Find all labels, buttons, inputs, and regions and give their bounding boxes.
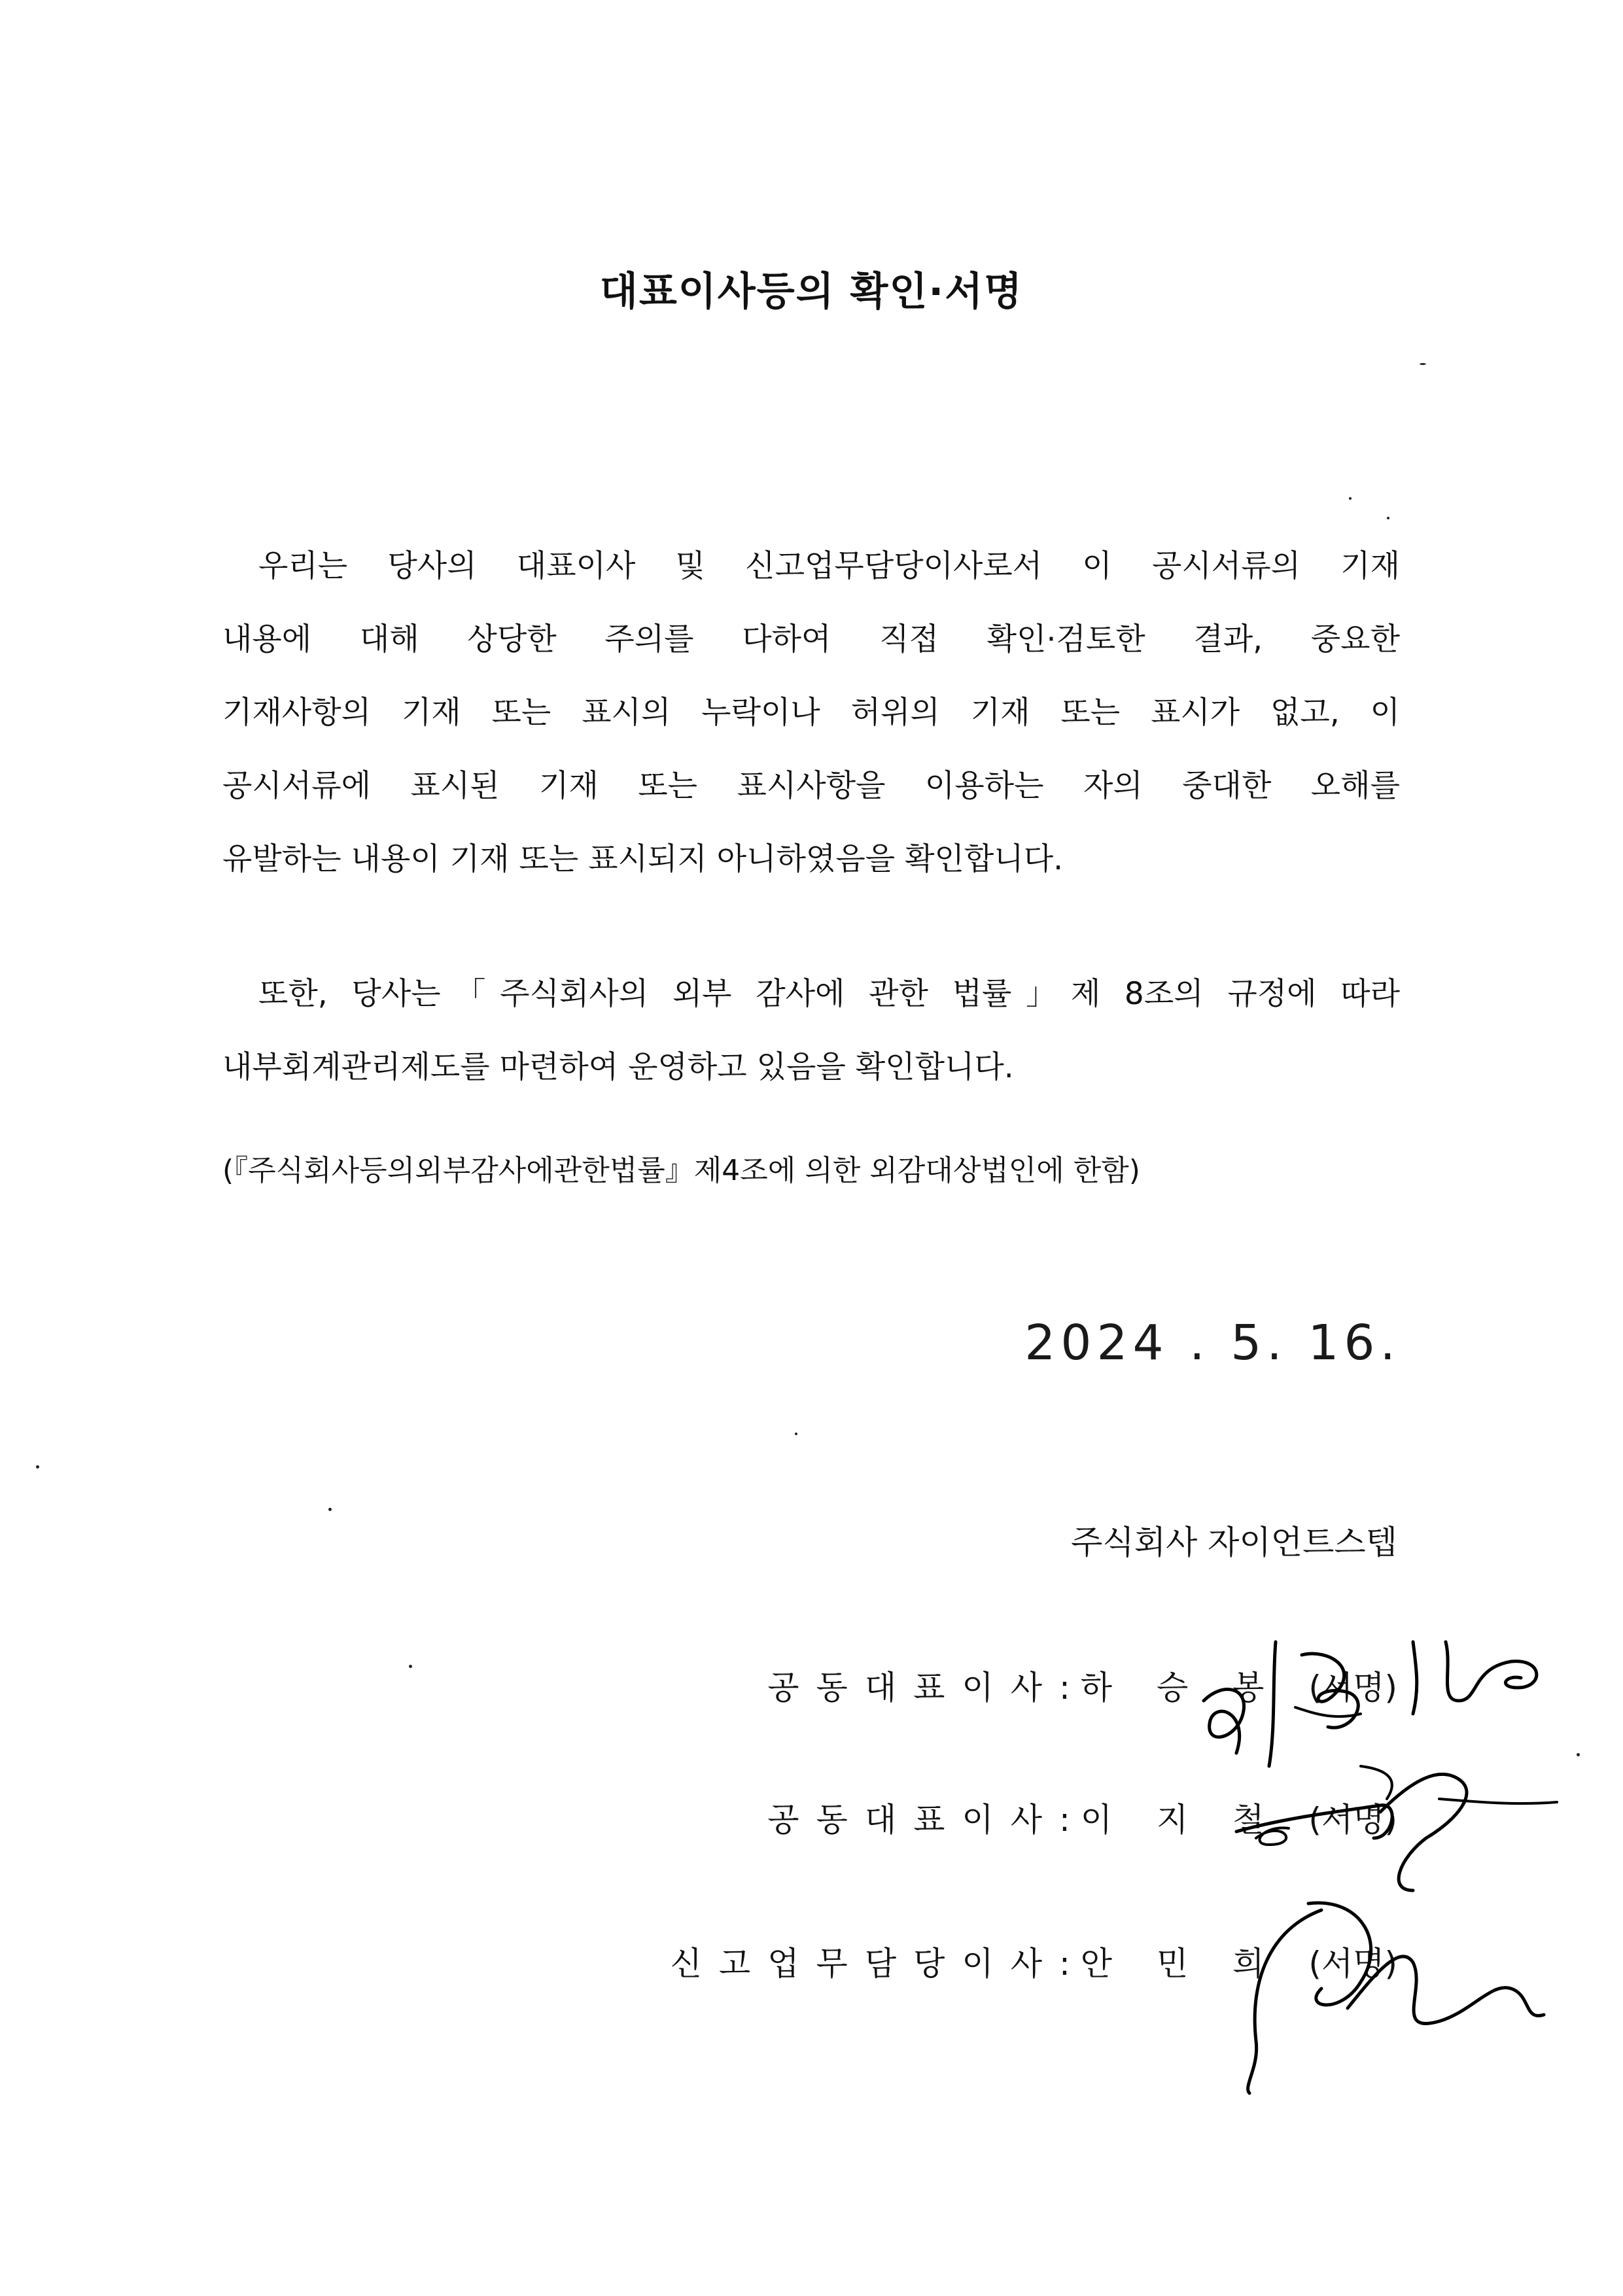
signature-placeholder: (서명)	[1308, 1669, 1397, 1707]
signer-row-disclosure-officer: 신고업무담당이사: 안 민 희 (서명)	[670, 1945, 1397, 1983]
paragraph-line: 또한, 당사는「주식회사의 외부 감사에 관한 법률」제 8조의 규정에 따라	[258, 976, 1400, 1012]
signer-row-ceo-2: 공동대표이사: 이 지 철 (서명)	[767, 1801, 1397, 1839]
scan-speck	[1349, 497, 1352, 500]
signer-role: 공동대표이사	[767, 1669, 1060, 1707]
scan-speck	[1387, 517, 1389, 519]
signature-placeholder: (서명)	[1308, 1801, 1397, 1839]
handwritten-signature	[1230, 1740, 1570, 1897]
internal-control-paragraph	[222, 958, 1400, 1104]
signer-role: 공동대표이사	[767, 1801, 1060, 1839]
scan-speck	[1420, 363, 1426, 365]
paragraph-line: 기재사항의 기재 또는 표시의 누락이나 허위의 기재 또는 표시가 없고, 이	[222, 695, 1400, 731]
handwritten-date: 2024 . 5. 16.	[1024, 1315, 1401, 1371]
document-title: 대표이사등의 확인·서명	[599, 269, 1024, 315]
scan-speck	[795, 1433, 797, 1435]
paragraph-line: 공시서류에 표시된 기재 또는 표시사항을 이용하는 자의 중대한 오해를	[222, 768, 1400, 804]
signer-name: 이 지 철	[1080, 1801, 1282, 1839]
scan-speck	[36, 1465, 39, 1469]
handwritten-signature	[1230, 1890, 1570, 2100]
paragraph-line: 우리는 당사의 대표이사 및 신고업무담당이사로서 이 공시서류의 기재	[258, 548, 1400, 584]
company-name: 주식회사 자이언트스텝	[1071, 1523, 1397, 1561]
signature-placeholder: (서명)	[1308, 1945, 1397, 1983]
paragraph-line: 내부회계관리제도를 마련하여 운영하고 있음을 확인합니다.	[222, 1049, 1014, 1085]
scan-speck	[1577, 1753, 1580, 1756]
scan-speck	[409, 1665, 412, 1668]
scope-note: (『주식회사등의외부감사에관한법률』제4조에 의한 외감대상법인에 한함)	[222, 1154, 1140, 1187]
signer-name: 안 민 희	[1080, 1945, 1282, 1983]
confirmation-paragraph	[222, 530, 1400, 896]
paragraph-line: 내용에 대해 상당한 주의를 다하여 직접 확인·검토한 결과, 중요한	[222, 621, 1400, 657]
signer-role: 신고업무담당이사	[670, 1945, 1060, 1983]
signer-row-ceo-1: 공동대표이사: 하 승 봉 (서명)	[767, 1669, 1397, 1707]
paragraph-line: 유발하는 내용이 기재 또는 표시되지 아니하였음을 확인합니다.	[222, 841, 1064, 877]
signer-name: 하 승 봉	[1080, 1669, 1282, 1707]
scan-speck	[328, 1508, 332, 1511]
